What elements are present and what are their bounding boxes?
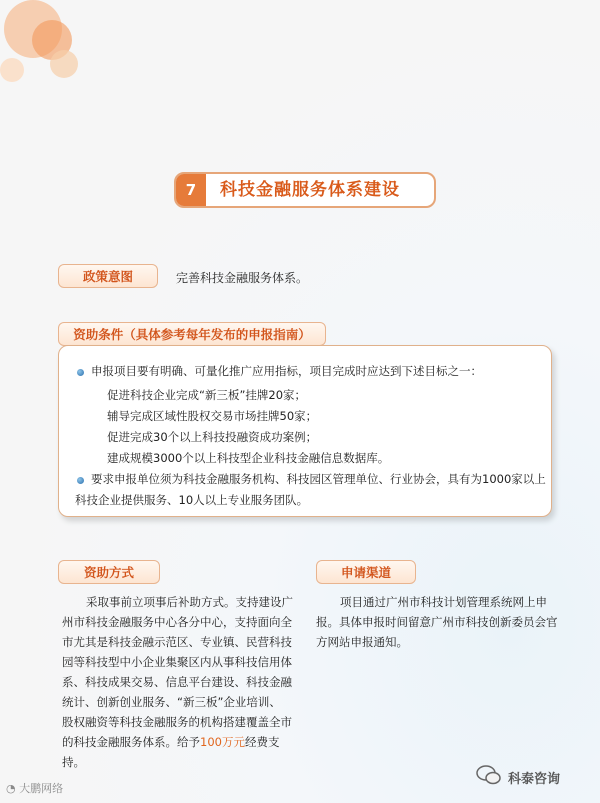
funding-paragraph bbox=[62, 592, 302, 772]
funding-line-with-amount: 的科技金融服务体系。给予100万元经费支 bbox=[62, 735, 280, 749]
condition-item: 辅导完成区域性股权交易市场挂牌50家； bbox=[107, 409, 318, 423]
channel-line: 报。具体申报时间留意广州市科技创新委员会官 bbox=[316, 615, 558, 629]
conditions-box bbox=[58, 345, 552, 517]
funding-line: 系、科技成果交易、信息平台建设、科技金融 bbox=[62, 675, 292, 689]
watermark-left: ◔ 大鹏网络 bbox=[6, 782, 64, 795]
section-number: 7 bbox=[176, 174, 206, 206]
channel-line: 方网站申报通知。 bbox=[316, 635, 408, 649]
conditions-label: 资助条件（具体参考每年发布的申报指南） bbox=[58, 322, 326, 346]
condition-item: 要求申报单位须为科技金融服务机构、科技园区管理单位、行业协会，具有为1000家以上 bbox=[91, 472, 546, 486]
wechat-logo-icon bbox=[476, 764, 502, 788]
channel-line: 项目通过广州市科技计划管理系统网上申 bbox=[340, 595, 547, 609]
section-title: 科技金融服务体系建设 bbox=[220, 180, 400, 200]
funding-line: 园等科技型中小企业集聚区内从事科技信用体 bbox=[62, 655, 292, 669]
funding-line: 州市科技金融服务中心各分中心，支持面向全 bbox=[62, 615, 292, 629]
condition-item: 促进科技企业完成“新三板”挂牌20家； bbox=[107, 388, 307, 402]
condition-item: 促进完成30个以上科技投融资成功案例； bbox=[107, 430, 318, 444]
section-header bbox=[174, 172, 436, 208]
policy-label: 政策意图 bbox=[58, 264, 158, 288]
funding-amount: 100万元 bbox=[200, 735, 245, 749]
watermark-logo-icon: ◔ bbox=[6, 782, 16, 795]
bullet-icon bbox=[77, 369, 84, 376]
funding-line: 股权融资等科技金融服务的机构搭建覆盖全市 bbox=[62, 715, 292, 729]
watermark-right: 科泰咨询 bbox=[508, 772, 561, 787]
condition-item: 申报项目要有明确、可量化推广应用指标，项目完成时应达到下述目标之一： bbox=[91, 364, 482, 378]
funding-line: 采取事前立项事后补助方式。支持建设广 bbox=[86, 595, 293, 609]
funding-line: 持。 bbox=[62, 755, 85, 769]
bullet-icon bbox=[77, 477, 84, 484]
condition-item: 科技企业提供服务、10人以上专业服务团队。 bbox=[75, 493, 309, 507]
funding-line: 市尤其是科技金融示范区、专业镇、民营科技 bbox=[62, 635, 292, 649]
channel-label: 申请渠道 bbox=[316, 560, 416, 584]
funding-line: 统计、创新创业服务、“新三板”企业培训、 bbox=[62, 695, 281, 709]
channel-paragraph bbox=[316, 592, 556, 652]
policy-text: 完善科技金融服务体系。 bbox=[176, 271, 309, 285]
condition-item: 建成规模3000个以上科技型企业科技金融信息数据库。 bbox=[107, 451, 390, 465]
funding-label: 资助方式 bbox=[58, 560, 160, 584]
